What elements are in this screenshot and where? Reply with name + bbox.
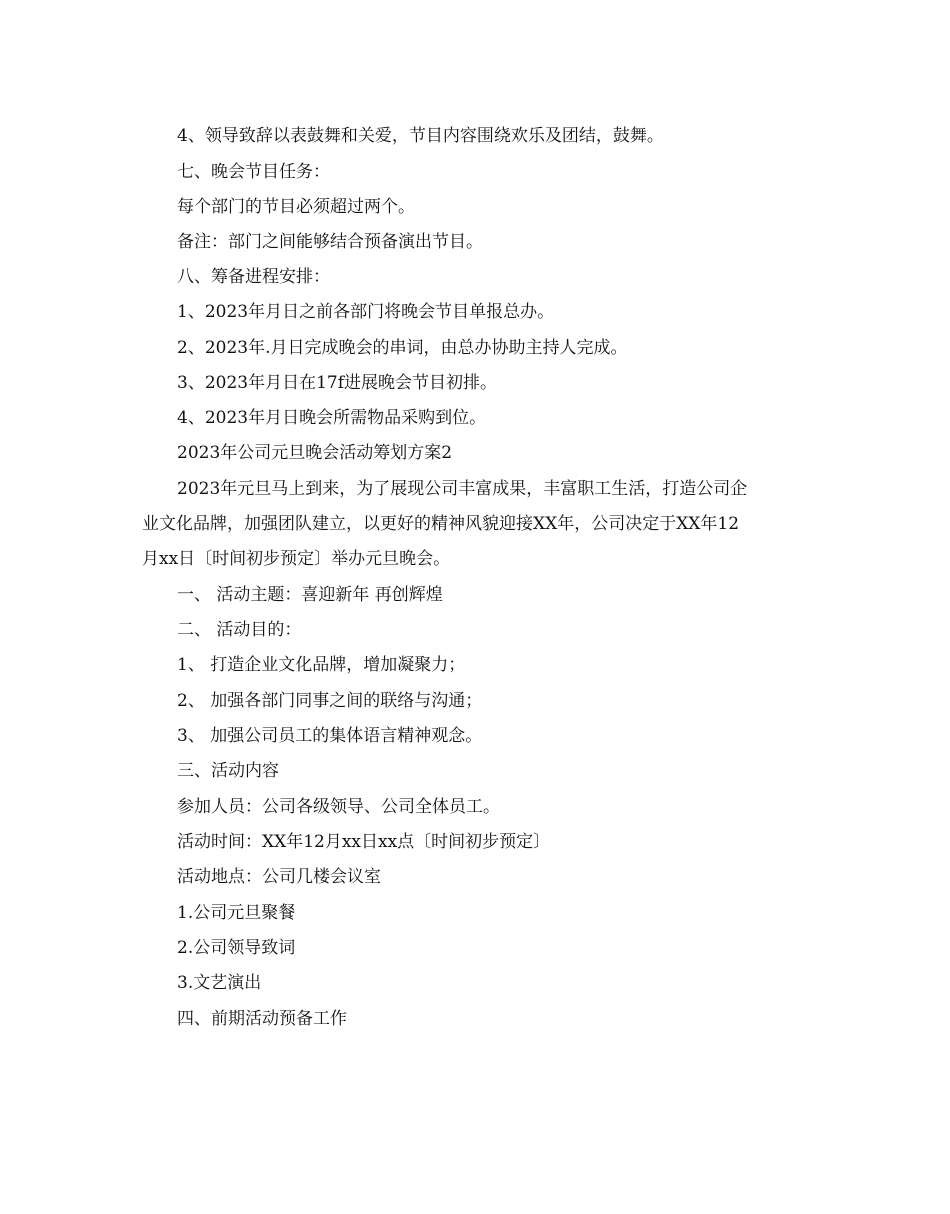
text-line: 4、领导致辞以表鼓舞和关爱，节目内容围绕欢乐及团结，鼓舞。 (177, 126, 664, 146)
section-heading-3: 三、活动内容 (177, 761, 279, 781)
paragraph-line-2: 业文化品牌，加强团队建立，以更好的精神风貌迎接XX年，公司决定于XX年12 (142, 514, 740, 534)
paragraph-line-1: 2023年元旦马上到来，为了展现公司丰富成果，丰富职工生活，打造公司企 (177, 479, 748, 499)
section-heading-7: 七、晚会节目任务： (177, 162, 330, 182)
section-heading-8: 八、筹备进程安排： (177, 267, 330, 287)
list-item: 3.文艺演出 (177, 973, 262, 993)
list-item: 2.公司领导致词 (177, 938, 296, 958)
section-heading-2: 二、 活动目的： (177, 620, 302, 640)
list-item: 2、2023年.月日完成晚会的串词，由总办协助主持人完成。 (177, 338, 628, 358)
list-item: 1.公司元旦聚餐 (177, 903, 296, 923)
location-line: 活动地点：公司几楼会议室 (177, 867, 381, 887)
list-item: 3、2023年月日在17f进展晚会节目初排。 (177, 373, 498, 393)
participants-line: 参加人员：公司各级领导、公司全体员工。 (177, 797, 500, 817)
section-heading-4: 四、前期活动预备工作 (177, 1009, 347, 1029)
list-item: 2、 加强各部门同事之间的联络与沟通； (177, 691, 483, 711)
text-line: 每个部门的节目必须超过两个。 (177, 197, 415, 217)
paragraph-line-3: 月xx日〔时间初步预定〕举办元旦晚会。 (142, 549, 451, 569)
plan-title: 2023年公司元旦晚会活动筹划方案2 (177, 443, 453, 463)
section-heading-1: 一、 活动主题：喜迎新年 再创辉煌 (177, 585, 443, 605)
list-item: 1、2023年月日之前各部门将晚会节目单报总办。 (177, 302, 555, 322)
time-line: 活动时间：XX年12月xx日xx点〔时间初步预定〕 (177, 832, 551, 852)
list-item: 1、 打造企业文化品牌，增加凝聚力； (177, 655, 466, 675)
note-line: 备注：部门之间能够结合预备演出节目。 (177, 232, 483, 252)
list-item: 4、2023年月日晚会所需物品采购到位。 (177, 408, 487, 428)
list-item: 3、 加强公司员工的集体语言精神观念。 (177, 726, 483, 746)
